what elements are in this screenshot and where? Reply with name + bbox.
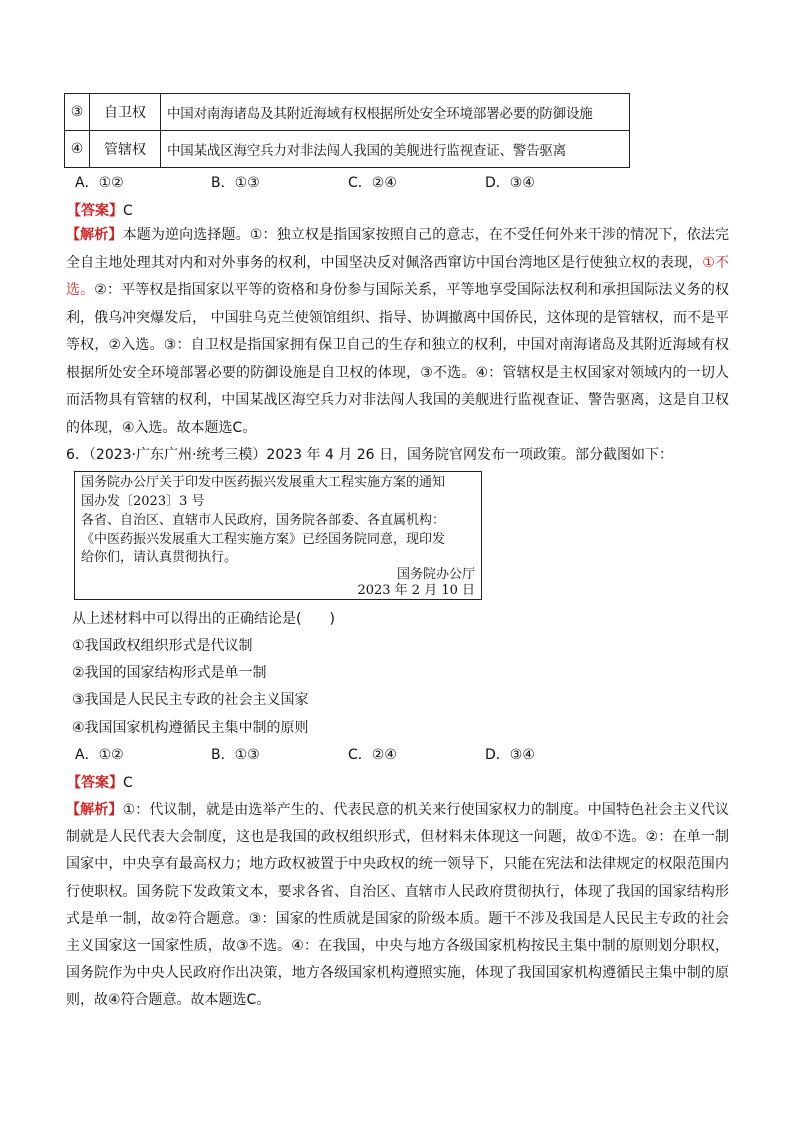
analysis-text-3: ②：平等权是指国家以平等的资格和身份参与国际关系，平等地享受国际法权利和承担国际法义务的权利，俄乌冲突爆发后， 中国驻乌克兰使领馆组织、指导、协调撤离中国侨民，这体现的是管辖权，而不是平等权，②入选。③：自卫权是指国家拥有保卫自己的生存和独立的权利，中国对南海诸岛及其附近海域有权根据所处安全环境部署必要的防御设施是自卫权的体现，③不选。④：管辖权是主权国家对领域内的一切人而活物具有管辖的权利，中国某战区海空兵力对非法闯人我国的美舰进行监视查证、警告驱离，这是自卫权的体现，④入选。故本题选C。 xyxy=(66,282,729,436)
answer-value: C xyxy=(123,775,133,791)
statement-item: ③我国是人民民主专政的社会主义国家 xyxy=(72,692,309,708)
row-right: 管辖权 xyxy=(90,131,161,168)
analysis-text-2: ①不选。 xyxy=(66,254,729,298)
q6-option-d: D．③④ xyxy=(485,747,535,763)
q5-analysis xyxy=(66,222,729,442)
notice-doc-no: 国办发〔2023〕3 号 xyxy=(81,494,205,509)
analysis-label: 【解析】 xyxy=(66,227,123,243)
q6-question: 从上述材料中可以得出的正确结论是( ) xyxy=(72,611,335,627)
row-content: 中国某战区海空兵力对非法闯人我国的美舰进行监视查证、警告驱离 xyxy=(161,131,630,168)
notice-sender: 国务院办公厅 xyxy=(396,567,475,582)
notice-body-2: 给你们，请认真贯彻执行。 xyxy=(81,550,238,565)
q5-answer xyxy=(67,200,133,220)
notice-body-1: 《中医药振兴发展重大工程实施方案》已经国务院同意，现印发 xyxy=(81,532,446,547)
q6-option-b: B．①③ xyxy=(211,747,260,763)
analysis-label: 【解析】 xyxy=(66,802,123,818)
row-number: ③ xyxy=(65,94,90,131)
notice-date: 2023 年 2 月 10 日 xyxy=(357,583,475,598)
q5-option-c: C．②④ xyxy=(348,175,397,191)
table-row xyxy=(65,94,630,131)
q6-option-a: A．①② xyxy=(75,747,124,763)
q6-stem: 6．（2023·广东广州·统考三模）2023 年 4 月 26 日，国务院官网发布一项政策。部分截图如下： xyxy=(66,447,674,463)
q6-analysis xyxy=(66,797,729,1015)
row-number: ④ xyxy=(65,131,90,168)
statement-item: ④我国国家机构遵循民主集中制的原则 xyxy=(72,720,309,736)
rights-table xyxy=(64,93,630,168)
statement-item: ①我国政权组织形式是代议制 xyxy=(72,638,253,654)
notice-addressees: 各省、自治区、直辖市人民政府，国务院各部委、各直属机构： xyxy=(81,513,446,528)
row-content: 中国对南海诸岛及其附近海域有权根据所处安全环境部署必要的防御设施 xyxy=(161,94,630,131)
q5-option-a: A．①② xyxy=(75,175,124,191)
table-row xyxy=(65,131,630,168)
row-right: 自卫权 xyxy=(90,94,161,131)
answer-label: 【答案】 xyxy=(67,203,123,219)
notice-title: 国务院办公厅关于印发中医药振兴发展重大工程实施方案的通知 xyxy=(81,475,446,490)
analysis-text: ①：代议制，就是由选举产生的、代表民意的机关来行使国家权力的制度。中国特色社会主义代议制就是人民代表大会制度，这也是我国的政权组织形式，但材料未体现这一问题，故①不选。②：在单一制国家中，中央享有最高权力；地方政权被置于中央政权的统一领导下，只能在宪法和法律规定的权限范围内行使职权。国务院下发政策文本，要求各省、自治区、直辖市人民政府贯彻执行，体现了我国的国家结构形式是单一制，故②符合题意。③：国家的性质就是国家的阶级本质。题干不涉及我国是人民民主专政的社会主义国家这一国家性质，故③不选。④：在我国，中央与地方各级国家机构按民主集中制的原则划分职权，国务院作为中央人民政府作出决策，地方各级国家机构遵照实施，体现了我国国家机构遵循民主集中制的原则，故④符合题意。故本题选C。 xyxy=(66,802,729,1009)
notice-screenshot xyxy=(74,471,482,600)
statement-item: ②我国的国家结构形式是单一制 xyxy=(72,665,267,681)
q5-option-b: B．①③ xyxy=(211,175,260,191)
analysis-text-1: 本题为逆向选择题。①：独立权是指国家按照自己的意志，在不受任何外来干涉的情况下，依法完全自主地处理其对内和对外事务的权利，中国坚决反对佩洛西窜访中国台湾地区是行使独立权的表现， xyxy=(66,227,729,271)
q6-option-c: C．②④ xyxy=(348,747,397,763)
answer-label: 【答案】 xyxy=(67,775,123,791)
q6-answer xyxy=(67,772,133,792)
q5-option-d: D．③④ xyxy=(485,175,535,191)
answer-value: C xyxy=(123,203,133,219)
